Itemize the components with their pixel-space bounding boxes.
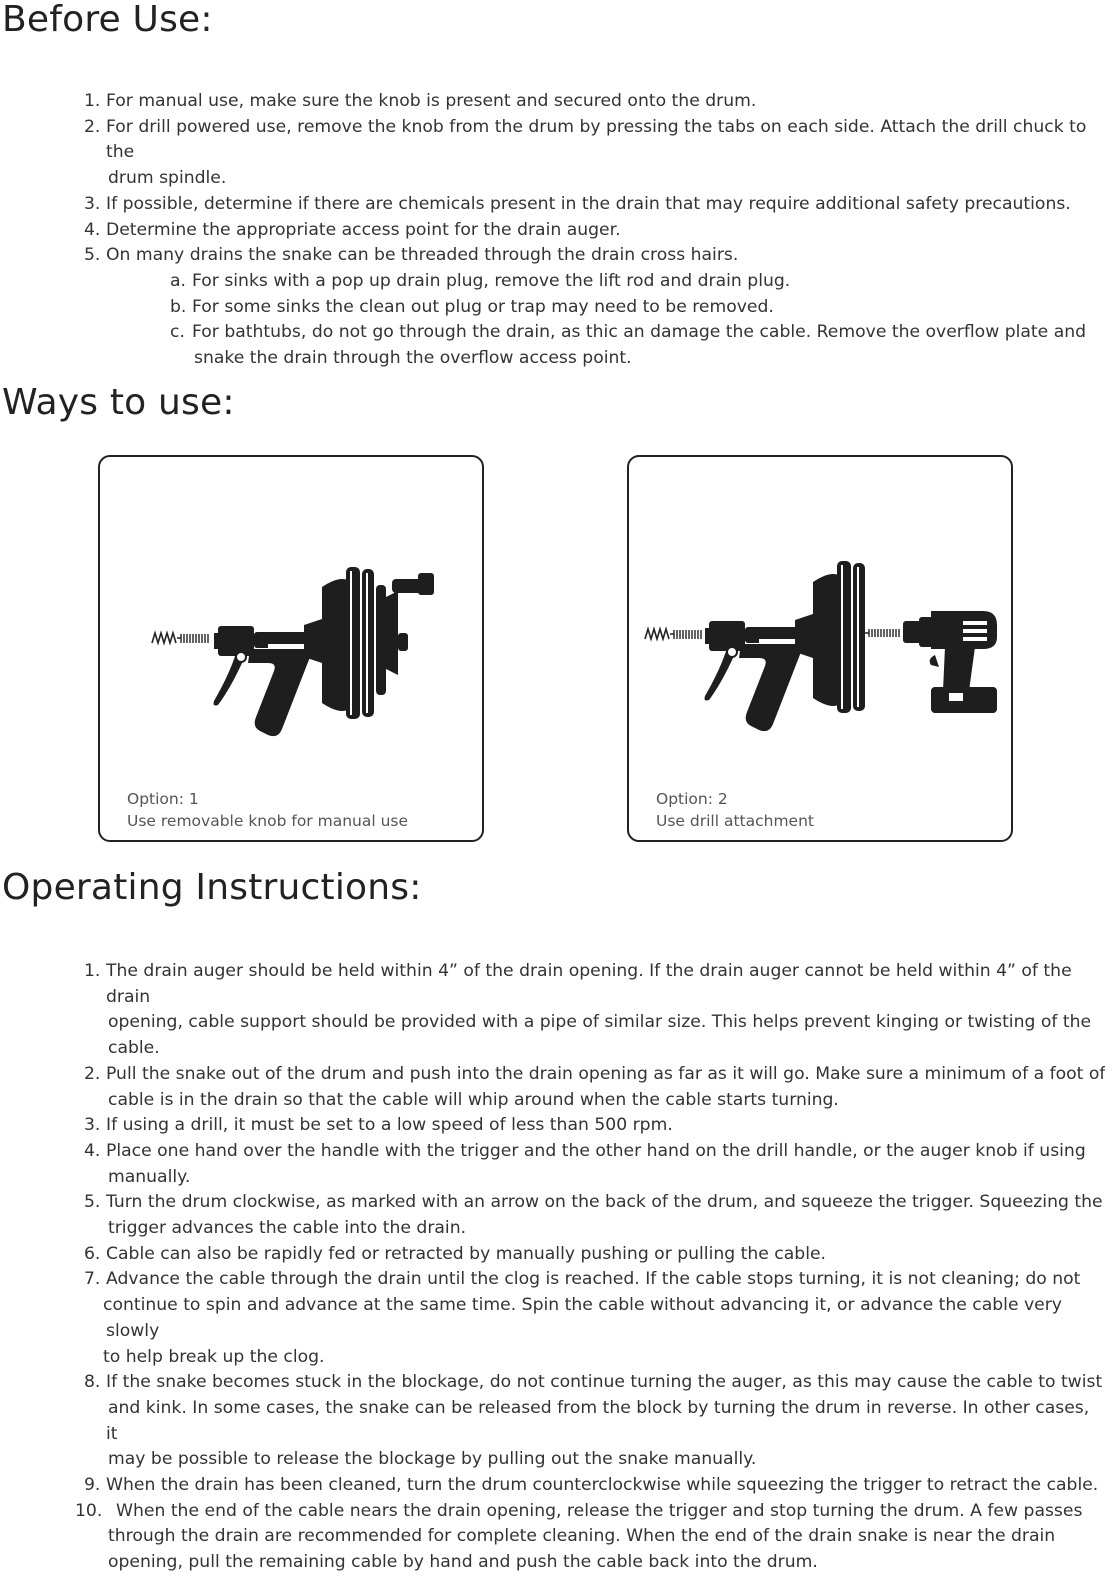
list-item [84, 959, 1105, 1062]
item-text: When the drain has been cleaned, turn the drum counterclockwise while squeezing the trigger to retract the cable. [106, 1475, 1099, 1496]
list-item [84, 1242, 1105, 1268]
item-text: When the end of the cable nears the drain opening, release the trigger and stop turning the drum. A few passes [116, 1500, 1083, 1521]
item-text: Determine the appropriate access point for the drain auger. [106, 219, 621, 240]
item-number: 1. [84, 91, 101, 111]
list-item [84, 1113, 1105, 1139]
sub-list-item [106, 269, 1105, 295]
item-text: Pull the snake out of the drum and push into the drain opening as far as it will go. Make sure a minimum of a foot of [106, 1063, 1105, 1084]
item-text: Place one hand over the handle with the trigger and the other hand on the drill handle, or the auger knob if using [106, 1140, 1086, 1161]
item-text-cont: may be possible to release the blockage by pulling out the snake manually. [108, 1449, 757, 1470]
option-2-label: Option: 2 [656, 790, 728, 808]
list-item [84, 1062, 1105, 1113]
list-item [75, 1499, 1105, 1576]
item-letter: a. [170, 270, 186, 291]
item-text: Turn the drum clockwise, as marked with an arrow on the back of the drum, and squeeze the trigger. Squeezing the [106, 1192, 1103, 1213]
item-text: For bathtubs, do not go through the drain, as thic an damage the cable. Remove the overflow plate and [192, 322, 1087, 343]
item-text-cont: cable is in the drain so that the cable will whip around when the cable starts turning. [108, 1089, 839, 1110]
item-text-cont: cable. [108, 1038, 160, 1059]
item-text-cont: snake the drain through the overflow access point. [194, 348, 632, 369]
item-number: 10. [75, 1500, 103, 1521]
drill-drain-auger-illustration [629, 457, 1015, 844]
ways-to-use-heading: Ways to use: [2, 382, 235, 423]
list-item [84, 218, 1105, 244]
item-number: 4. [84, 219, 101, 240]
list-item [84, 1267, 1105, 1370]
item-number: 2. [84, 116, 101, 137]
before-use-heading: Before Use: [2, 0, 213, 40]
list-item [84, 243, 1105, 269]
item-text-cont: manually. [108, 1166, 191, 1187]
option-2-description: Use drill attachment [656, 812, 814, 830]
item-number: 3. [84, 193, 101, 214]
list-item [84, 115, 1105, 192]
item-number: 5. [84, 1192, 101, 1213]
list-item [84, 1473, 1105, 1499]
item-text: For manual use, make sure the knob is present and secured onto the drum. [106, 91, 757, 111]
item-text-cont: continue to spin and advance at the same time. Spin the cable without advancing it, or advance the cable very slowly [103, 1295, 1062, 1341]
operating-instructions-list [75, 959, 1105, 1576]
item-text-cont: trigger advances the cable into the drain. [108, 1218, 467, 1239]
operating-instructions-heading: Operating Instructions: [2, 867, 422, 908]
list-item [84, 1190, 1105, 1241]
manual-drain-auger-illustration [100, 457, 486, 844]
item-text-cont: opening, cable support should be provided with a pipe of similar size. This helps prevent kinging or twisting of the [108, 1012, 1092, 1033]
item-text-cont: through the drain are recommended for complete cleaning. When the end of the drain snake is near the drain [108, 1526, 1056, 1547]
item-text: The drain auger should be held within 4” of the drain opening. If the drain auger cannot be held within 4” of the drain [106, 961, 1072, 1007]
list-item [84, 89, 1105, 115]
item-text: On many drains the snake can be threaded through the drain cross hairs. [106, 245, 739, 266]
item-number: 8. [84, 1372, 101, 1393]
sub-list-item [106, 295, 1105, 321]
item-text-cont: drum spindle. [108, 168, 227, 189]
list-item [84, 1139, 1105, 1190]
option-2-card [627, 455, 1013, 842]
option-1-description: Use removable knob for manual use [127, 812, 409, 830]
item-number: 7. [84, 1269, 101, 1290]
item-text: For drill powered use, remove the knob from the drum by pressing the tabs on each side. Attach the drill chuck to the [106, 116, 1087, 163]
item-number: 5. [84, 245, 101, 266]
item-number: 6. [84, 1243, 101, 1264]
item-text-cont: and kink. In some cases, the snake can be released from the block by turning the drum in reverse. In other cases, it [106, 1397, 1090, 1444]
item-letter: c. [170, 322, 185, 343]
sub-list-item [106, 320, 1105, 371]
item-text: For some sinks the clean out plug or trap may need to be removed. [192, 296, 774, 317]
item-text: If possible, determine if there are chemicals present in the drain that may require additional safety precautions. [106, 193, 1071, 214]
option-1-card [98, 455, 484, 842]
item-text: If the snake becomes stuck in the blockage, do not continue turning the auger, as this may cause the cable to twist [106, 1372, 1103, 1393]
option-1-label: Option: 1 [127, 790, 199, 808]
item-number: 1. [84, 961, 101, 981]
item-number: 4. [84, 1140, 101, 1161]
item-number: 2. [84, 1063, 101, 1084]
item-text: For sinks with a pop up drain plug, remove the lift rod and drain plug. [192, 270, 791, 291]
item-text: If using a drill, it must be set to a low speed of less than 500 rpm. [106, 1115, 673, 1136]
item-number: 9. [84, 1475, 101, 1496]
item-letter: b. [170, 296, 187, 317]
item-text: Advance the cable through the drain until the clog is reached. If the cable stops turning, it is not cleaning; do not [106, 1269, 1081, 1290]
list-item [84, 1370, 1105, 1473]
item-text-cont: to help break up the clog. [103, 1346, 325, 1367]
list-item [84, 192, 1105, 218]
item-text-cont: opening, pull the remaining cable by hand and push the cable back into the drum. [108, 1552, 818, 1573]
item-number: 3. [84, 1115, 101, 1136]
item-text: Cable can also be rapidly fed or retracted by manually pushing or pulling the cable. [106, 1243, 827, 1264]
before-use-list [84, 89, 1105, 372]
